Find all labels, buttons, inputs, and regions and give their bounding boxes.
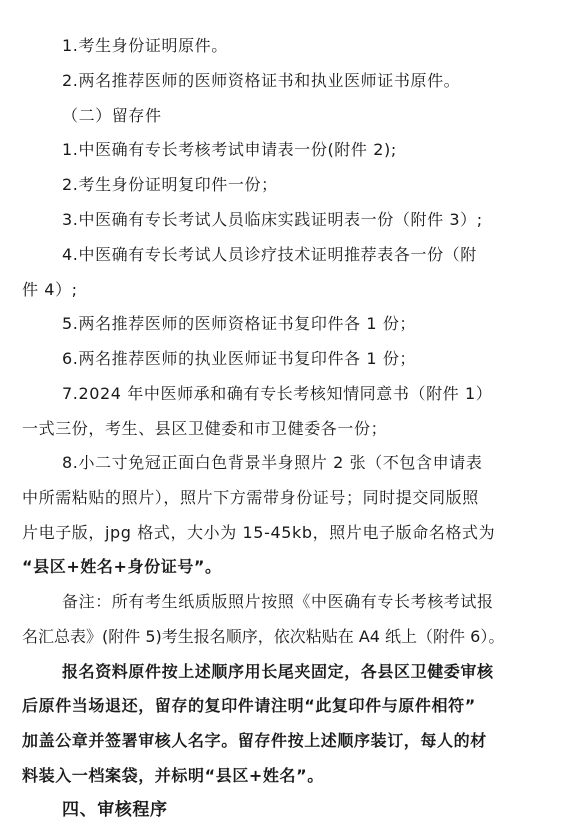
text-line-bold: 料装入一档案袋，并标明“县区+姓名”。 <box>22 766 324 785</box>
text-line: 片电子版，jpg 格式，大小为 15-45kb，照片电子版命名格式为 <box>22 523 496 542</box>
text-line-bold: 加盖公章并签署审核人名字。留存件按上述顺序装订，每人的材 <box>22 731 487 750</box>
text-line: 3.中医确有专长考试人员临床实践证明表一份（附件 3）; <box>62 210 483 229</box>
text-line: 中所需粘贴的照片），照片下方需带身份证号；同时提交同版照 <box>22 488 479 507</box>
note-line: 备注：所有考生纸质版照片按照《中医确有专长考核考试报 <box>62 592 494 611</box>
text-line: 1.中医确有专长考核考试申请表一份(附件 2); <box>62 140 397 159</box>
note-line: 名汇总表》(附件 5)考生报名顺序，依次粘贴在 A4 纸上（附件 6）。 <box>22 627 505 646</box>
section-subheading: （二）留存件 <box>62 106 162 125</box>
text-line: 件 4）; <box>22 280 78 299</box>
text-line-bold: “县区+姓名+身份证号”。 <box>22 557 222 576</box>
text-line-bold: 后原件当场退还，留存的复印件请注明“此复印件与原件相符” <box>22 696 476 715</box>
text-line: 一式三份，考生、县区卫健委和市卫健委各一份； <box>22 419 388 438</box>
text-line: 7.2024 年中医师承和确有专长考核知情同意书（附件 1） <box>62 384 493 403</box>
text-line: 4.中医确有专长考试人员诊疗技术证明推荐表各一份（附 <box>62 245 477 264</box>
text-line: 2.两名推荐医师的医师资格证书和执业医师证书原件。 <box>62 71 461 90</box>
section-heading: 四、审核程序 <box>62 800 168 820</box>
text-line: 8.小二寸免冠正面白色背景半身照片 2 张（不包含申请表 <box>62 453 483 472</box>
text-line: 1.考生身份证明原件。 <box>62 36 228 55</box>
text-line: 5.两名推荐医师的医师资格证书复印件各 1 份； <box>62 314 417 333</box>
text-line: 2.考生身份证明复印件一份； <box>62 175 278 194</box>
text-line-bold: 报名资料原件按上述顺序用长尾夹固定，各县区卫健委审核 <box>62 662 494 681</box>
text-line: 6.两名推荐医师的执业医师证书复印件各 1 份； <box>62 349 417 368</box>
